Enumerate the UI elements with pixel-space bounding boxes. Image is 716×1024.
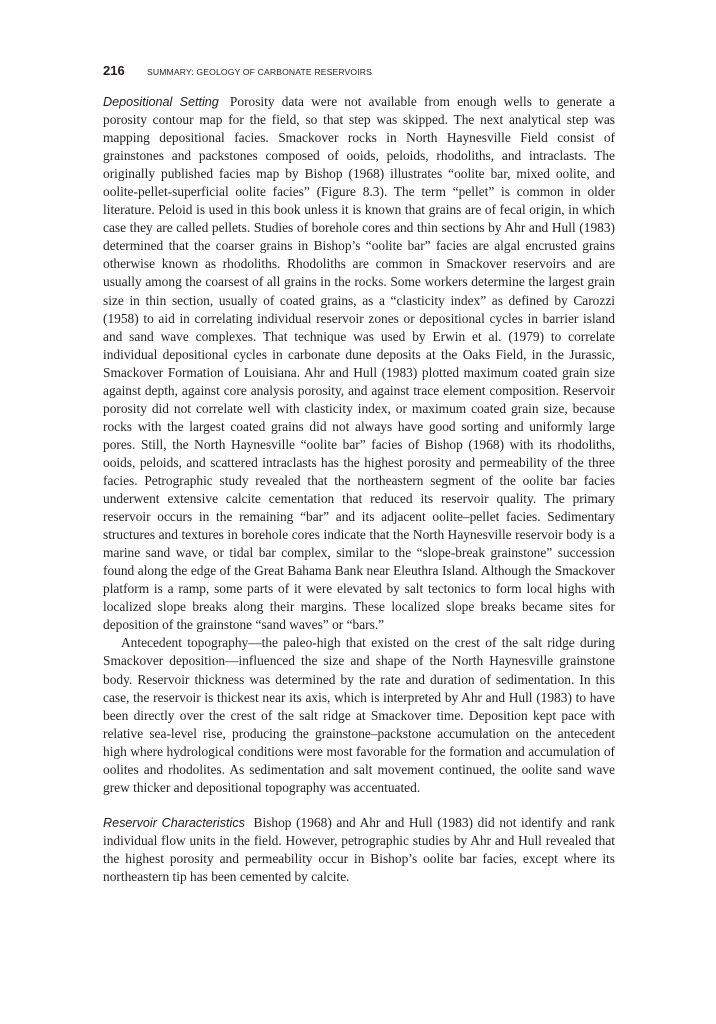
page-number: 216 [103, 63, 125, 78]
depositional-setting-text-1: Porosity data were not available from enough wells to generate a porosity contour map for the field, so that step was skipped. The next analytical step was mapping depositional facies. Smackover rocks in North Haynesville Field consist of grainstones and packstones composed of ooids, peloids, rhodoliths, and intraclasts. The originally published facies map by Bishop (1968) illustrates “oolite bar, mixed oolite, and oolite-pellet-superficial oolite facies” (Figure 8.3). The term “pellet” is common in older literature. Peloid is used in this book unless it is known that grains are of fecal origin, in which case they are called pellets. Studies of borehole cores and thin sections by Ahr and Hull (1983) determined that the coarser grains in Bishop’s “oolite bar” facies are algal encrusted grains otherwise known as rhodoliths. Rhodoliths are common in Smackover reservoirs and are usually among the coarsest of all grains in the rocks. Some workers determine the largest grain size in thin section, usually of coated grains, as a “clasticity index” as defined by Carozzi (1958) to aid in correlating individual reservoir zones or depositional cycles in barrier island and sand wave complexes. That technique was used by Erwin et al. (1979) to correlate individual depositional cycles in carbonate dune deposits at the Oaks Field, in the Jurassic, Smackover Formation of Louisiana. Ahr and Hull (1983) plotted maximum coated grain size against depth, against core analysis porosity, and against trace element composition. Reservoir porosity did not correlate well with clasticity index, or maximum coated grain size, because rocks with the largest coated grains did not always have good sorting and uniformly large pores. Still, the North Haynesville “oolite bar” facies of Bishop (1968) with its rhodoliths, ooids, peloids, and scattered intraclasts has the highest porosity and permeability of the three facies. Petrographic study revealed that the northeastern segment of the oolite bar facies underwent extensive calcite cementation that reduced its reservoir quality. The primary reservoir occurs in the remaining “bar” and its adjacent oolite–pellet facies. Sedimentary structures and textures in borehole cores indicate that the North Haynesville reservoir body is a marine sand wave, or tidal bar complex, similar to the “slope-break grainstone” succession found along the edge of the Great Bahama Bank near Eleuthra Island. Although the Smackover platform is a ramp, some parts of it were elevated by salt tectonics to form local highs with localized slope breaks along their margins. These localized slope breaks became sites for deposition of the grainstone “sand waves” or “bars.” [103, 94, 615, 633]
reservoir-characteristics-paragraph-1 [103, 814, 615, 886]
running-title: SUMMARY: GEOLOGY OF CARBONATE RESERVOIRS [147, 67, 373, 77]
depositional-setting-paragraph-1 [103, 93, 615, 634]
running-head [103, 62, 615, 80]
body-text [103, 93, 615, 886]
depositional-setting-paragraph-2: Antecedent topography—the paleo-high that existed on the crest of the salt ridge during Smackover deposition—influenced the size and shape of the North Haynesville grainstone body. Reservoir thickness was determined by the rate and duration of sedimentation. In this case, the reservoir is thickest near its axis, which is interpreted by Ahr and Hull (1983) to have been directly over the crest of the salt ridge at Smackover time. Deposition kept pace with relative sea-level rise, producing the grainstone–packstone accumulation on the antecedent high where hydrological conditions were most favorable for the formation and accumulation of oolites and rhodolites. As sedimentation and salt movement continued, the oolite sand wave grew thicker and depositional topography was accentuated. [103, 635, 615, 795]
depositional-setting-heading: Depositional Setting [103, 95, 219, 109]
reservoir-characteristics-text-1: Bishop (1968) and Ahr and Hull (1983) did not identify and rank individual flow units in the field. However, petrographic studies by Ahr and Hull revealed that the highest porosity and permeability occur in Bishop’s oolite bar facies, except where its northeastern tip has been cemented by calcite. [103, 814, 615, 884]
reservoir-characteristics-heading: Reservoir Characteristics [103, 815, 245, 830]
